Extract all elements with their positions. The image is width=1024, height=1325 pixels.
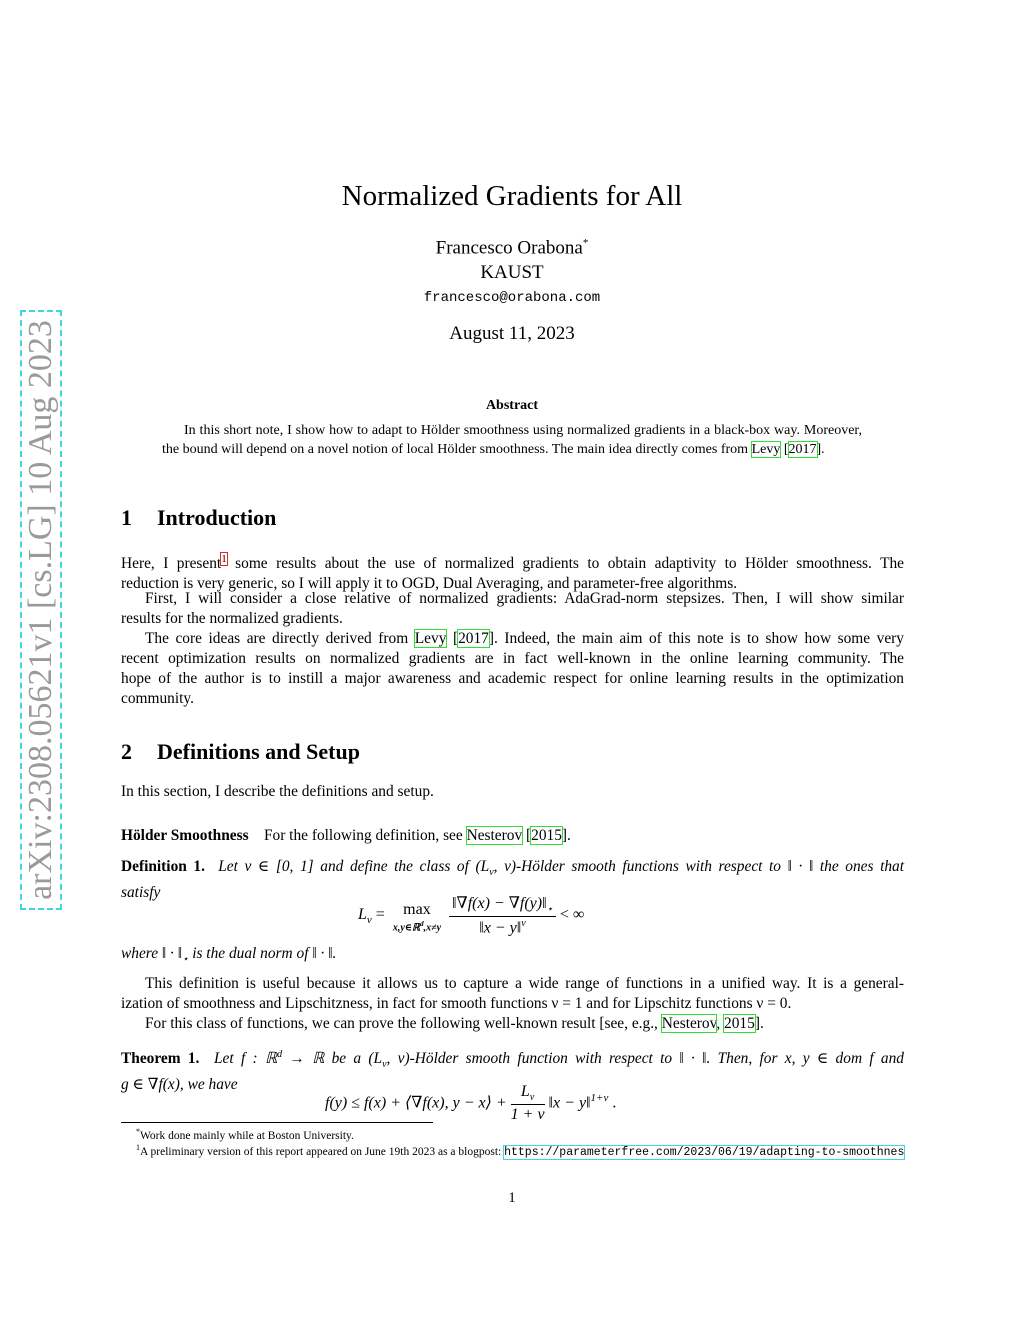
holder-smoothness-paragraph: Hölder Smoothness For the following definition, see Nesterov [2015].: [121, 827, 571, 844]
footnote-star: *Work done mainly while at Boston University.: [136, 1127, 354, 1142]
author-footnote-mark[interactable]: *: [582, 237, 589, 249]
citation-nesterov-author[interactable]: Nesterov: [466, 827, 523, 844]
abstract-body: In this short note, I show how to adapt to Hölder smoothness using normalized gradients in a black-box way. Moreover, the bound will depend on a novel notion of local Hölder smoothness. The main idea directly comes from Levy [2017].: [162, 423, 863, 457]
citation-levy-author[interactable]: Levy: [414, 630, 447, 647]
citation-nesterov-year[interactable]: 2015: [724, 1015, 755, 1032]
abstract-heading: Abstract: [485, 398, 539, 413]
blogpost-url-link[interactable]: https://parameterfree.com/2023/06/19/adapting-to-smoothnes: [504, 1145, 905, 1159]
intro-paragraph-1: Here, I present$^1$ some results about the use of normalized gradients to obtain adaptivity to Hölder smoothness. The reduction is very generic, so I will apply it to OGD, Dual Averaging, and parameter-free algorithms.: [121, 553, 904, 593]
definition-1: Definition 1. Let ν ∈ [0, 1] and define the class of ($L_\nu$, ν)-Hölder smooth functions with respect to ‖ · ‖ the ones that satisfy: [121, 858, 905, 902]
footnote-ref-1[interactable]: 1: [221, 553, 227, 565]
equation-holder-constant: $L_\nu$ = max x,y∈ℝ$^d$,x≠y $\frac{‖\nabla f(x) - \nabla f(y)‖_⋆}{‖x - y‖^\nu}$ < ∞: [358, 895, 585, 937]
section-2-heading: 2 Definitions and Setup: [121, 739, 360, 764]
author-name: Francesco Orabona: [435, 237, 583, 259]
equation-holder-bound: f(y) ≤ f(x) + ⟨∇f(x), y − x⟩ + $\frac{L_\nu}{1 + \nu}$ ‖x − y‖$^{1+\nu}$ .: [325, 1083, 617, 1124]
arxiv-stamp[interactable]: arXiv:2308.05621v1 [cs.LG] 10 Aug 2023: [22, 320, 59, 900]
footnote-1: $^1$A preliminary version of this report appeared on June 19th 2023 as a blogpost: https://parameterfree.com/2023/06/19/adapting-to-smoothnes: [136, 1143, 905, 1159]
section-2-intro: In this section, I describe the definitions and setup.: [121, 783, 434, 800]
footnote-rule: [121, 1122, 433, 1123]
section-1-heading: 1 Introduction: [121, 505, 277, 530]
author-line: [0, 237, 1024, 259]
paper-date: August 11, 2023: [449, 323, 575, 344]
citation-levy-year[interactable]: 2017: [458, 630, 489, 647]
paper-title: Normalized Gradients for All: [341, 180, 683, 212]
definition-label: Definition 1.: [121, 858, 205, 875]
theorem-1: Theorem 1. Let f : ℝ$^d$ → ℝ be a ($L_\nu$, ν)-Hölder smooth function with respect to ‖ · ‖. Then, for x, y ∈ dom f and g ∈ ∇f(x), we have: [121, 1049, 904, 1094]
citation-levy-year[interactable]: 2017: [788, 442, 817, 457]
definition-usefulness-paragraph: This definition is useful because it allows us to capture a wide range of functions in a unified way. It is a general- ization of smoothness and Lipschitzness, in fact for smooth functions ν = 1 and for Lipschitz functions ν = 0.: [121, 975, 904, 1012]
citation-levy-author[interactable]: Levy: [751, 442, 781, 457]
class-paragraph: For this class of functions, we can prove the following well-known result [see, e.g., Nesterov, 2015].: [145, 1015, 764, 1032]
abstract-line-2: Moreover, the bound will depend on a novel notion of local Hölder smoothness. The main idea directly comes from: [162, 423, 863, 457]
theorem-label: Theorem 1.: [121, 1050, 200, 1068]
page-number: 1: [508, 1190, 516, 1206]
definition-where-line: where ‖ · $‖_⋆$ is the dual norm of ‖ · ‖.: [121, 945, 337, 966]
affiliation: KAUST: [480, 262, 544, 283]
author-email: francesco@orabona.com: [423, 290, 601, 306]
citation-nesterov-author[interactable]: Nesterov: [661, 1015, 717, 1032]
citation-nesterov-year[interactable]: 2015: [531, 827, 562, 844]
paragraph-heading: Hölder Smoothness: [121, 827, 249, 844]
intro-paragraph-2: First, I will consider a close relative of normalized gradients: AdaGrad-norm stepsizes. Then, I will show similar results for the normalized gradients.: [121, 590, 904, 627]
abstract-line-1: In this short note, I show how to adapt to Hölder smoothness using normalized gradients in a black-box way.: [184, 423, 800, 438]
intro-paragraph-3: The core ideas are directly derived from Levy [2017]. Indeed, the main aim of this note is to show how some very recent optimization results on normalized gradients are in fact well-known in the online learning community. The hope of the author is to instill a major awareness and academic respect for online learning results in the optimization community.: [121, 630, 905, 707]
